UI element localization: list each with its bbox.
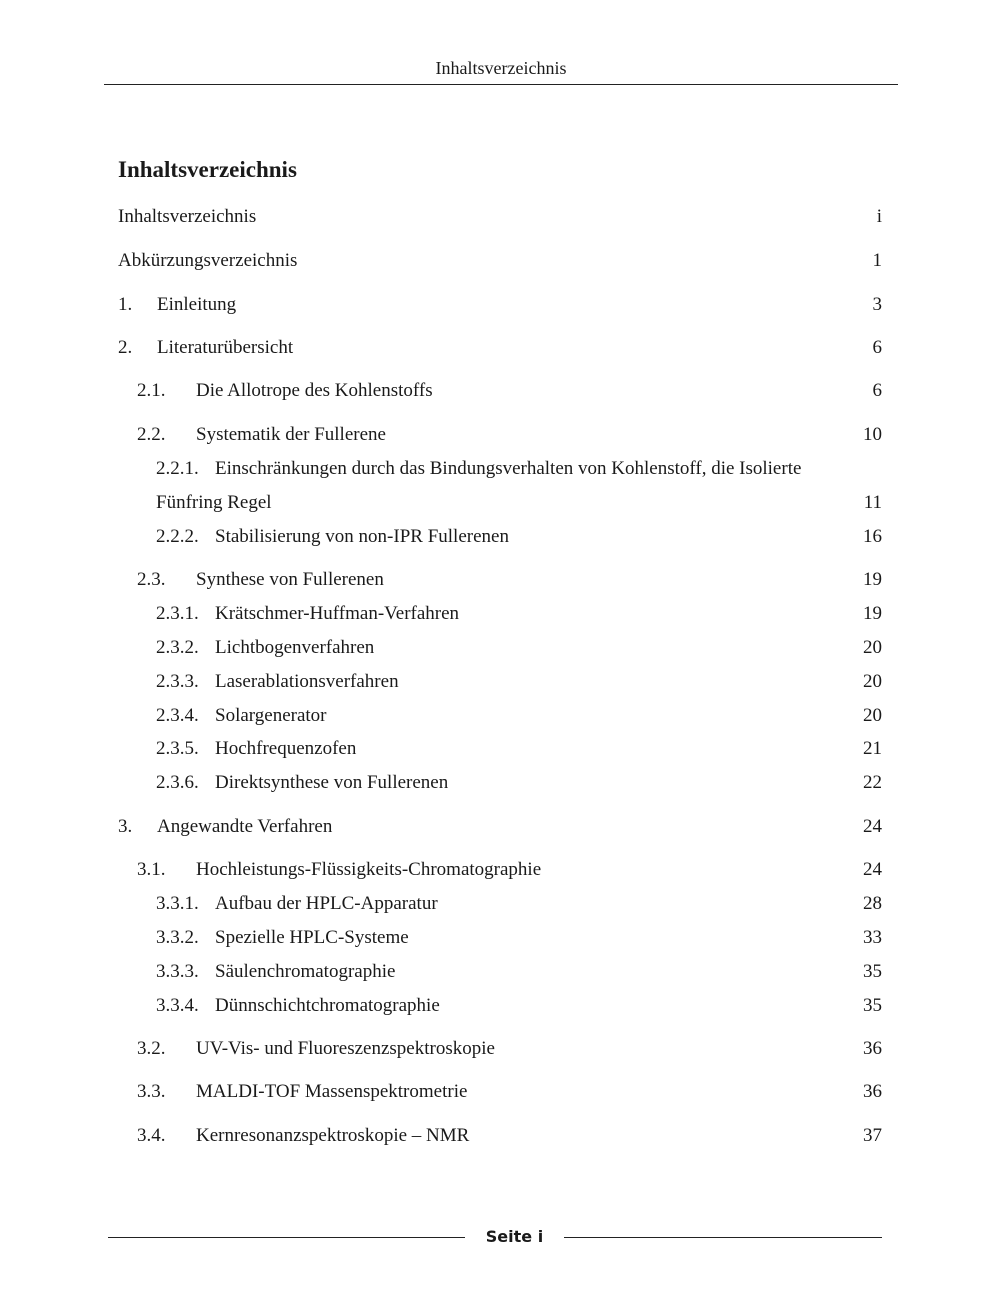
toc-entry-number: 3.3.3. (156, 961, 199, 982)
toc-entry-page: 37 (863, 1125, 882, 1146)
toc-entry-label: Die Allotrope des Kohlenstoffs (196, 380, 433, 401)
toc-entry-page: 36 (863, 1081, 882, 1102)
toc-entry-label: Solargenerator (215, 705, 327, 726)
toc-entry-2-3[interactable] (118, 567, 882, 593)
toc-entry-label: Literaturübersicht (157, 337, 294, 358)
toc-entry-page: 20 (863, 637, 882, 658)
toc-entry-2-3-6[interactable] (118, 770, 882, 796)
footer-rule-right (564, 1237, 882, 1238)
toc-entry-label: Systematik der Fullerene (196, 424, 386, 445)
toc-entry-2-1[interactable] (118, 378, 882, 404)
toc-entry-2-3-3[interactable] (118, 669, 882, 695)
toc-entry-page: 10 (863, 424, 882, 445)
running-header: Inhaltsverzeichnis (104, 57, 898, 85)
toc-entry-label: MALDI-TOF Massenspektrometrie (196, 1081, 468, 1102)
toc-entry-label: Kernresonanzspektroskopie – NMR (196, 1125, 470, 1146)
toc-entry-label: Direktsynthese von Fullerenen (215, 772, 449, 793)
toc-entry-label: UV-Vis- und Fluoreszenzspektroskopie (196, 1038, 495, 1059)
toc-entry-label: Inhaltsverzeichnis (118, 206, 257, 227)
toc-entry-2-2-2[interactable] (118, 524, 882, 550)
toc-entry-number: 2.2. (137, 424, 166, 445)
toc-entry-label: Abkürzungsverzeichnis (118, 250, 298, 271)
toc-entry-label: Einleitung (157, 294, 237, 315)
toc-entry-page: 19 (863, 603, 882, 624)
toc-entry-number: 3.3.1. (156, 893, 199, 914)
toc-entry-label: Einschränkungen durch das Bindungsverhalten von Kohlenstoff, die Isolierte (215, 458, 802, 479)
toc-entry-label: Lichtbogenverfahren (215, 637, 375, 658)
toc-entry-2[interactable] (118, 335, 882, 361)
toc-entry-label: Hochleistungs-Flüssigkeits-Chromatographie (196, 859, 542, 880)
toc-entry-number: 2.2.2. (156, 526, 199, 547)
toc-entry-page: 21 (863, 738, 882, 759)
toc-entry-label: Stabilisierung von non-IPR Fullerenen (215, 526, 509, 547)
toc-entry-number: 3.3. (137, 1081, 166, 1102)
toc-entry-label: Spezielle HPLC-Systeme (215, 927, 409, 948)
toc-entry-abkuerzungsverzeichnis[interactable] (118, 248, 882, 274)
toc-entry-3-3-1[interactable] (118, 891, 882, 917)
toc-entry-page: 16 (863, 526, 882, 547)
toc-entry-number: 3.1. (137, 859, 166, 880)
toc-entry-number: 3.2. (137, 1038, 166, 1059)
toc-entry-page: 22 (863, 772, 882, 793)
toc-entry-number: 3.3.4. (156, 995, 199, 1016)
toc-entry-label: Aufbau der HPLC-Apparatur (215, 893, 438, 914)
toc-entry-3-2[interactable] (118, 1036, 882, 1062)
toc-entry-2-2-1-continuation[interactable] (118, 490, 882, 516)
toc-entry-label: Krätschmer-Huffman-Verfahren (215, 603, 460, 624)
toc-entry-page: 24 (863, 859, 882, 880)
toc-entry-page: 6 (872, 337, 882, 358)
toc-entry-number: 3. (118, 816, 133, 837)
toc-entry-number: 2. (118, 337, 133, 358)
toc-entry-number: 2.3. (137, 569, 166, 590)
toc-entry-page: 35 (863, 961, 882, 982)
toc-entry-number: 2.3.2. (156, 637, 199, 658)
toc-entry-page: 36 (863, 1038, 882, 1059)
toc-entry-number: 2.3.1. (156, 603, 199, 624)
toc-entry-page: i (876, 206, 882, 227)
footer-rule-left (108, 1237, 465, 1238)
toc-entry-number: 1. (118, 294, 133, 315)
toc-entry-3-3-3[interactable] (118, 959, 882, 985)
toc-entry-label: Dünnschichtchromatographie (215, 995, 440, 1016)
toc-entry-page: 3 (872, 294, 882, 315)
page-number: Seite i (485, 1227, 544, 1246)
toc-entry-3-3[interactable] (118, 1079, 882, 1105)
toc-entry-page: 20 (863, 705, 882, 726)
toc-entry-number: 2.3.6. (156, 772, 199, 793)
toc-entry-label: Synthese von Fullerenen (196, 569, 384, 590)
toc-entry-number: 3.3.2. (156, 927, 199, 948)
toc-entry-number: 2.2.1. (156, 458, 199, 479)
toc-entry-page: 20 (863, 671, 882, 692)
toc-entry-3-3-2[interactable] (118, 925, 882, 951)
toc-entry-page: 35 (863, 995, 882, 1016)
toc-entry-label: Laserablationsverfahren (215, 671, 399, 692)
toc-entry-page: 11 (863, 492, 882, 513)
toc-entry-page: 6 (872, 380, 882, 401)
toc-entry-label: Angewandte Verfahren (157, 816, 333, 837)
toc-entry-number: 3.4. (137, 1125, 166, 1146)
toc-entry-number: 2.1. (137, 380, 166, 401)
toc-entry-2-3-5[interactable] (118, 736, 882, 762)
toc-entry-2-3-2[interactable] (118, 635, 882, 661)
toc-entry-page: 33 (863, 927, 882, 948)
toc-entry-1[interactable] (118, 292, 882, 318)
toc-entry-2-3-4[interactable] (118, 703, 882, 729)
toc-entry-label: Säulenchromatographie (215, 961, 396, 982)
toc-entry-number: 2.3.4. (156, 705, 199, 726)
toc-entry-2-2-1[interactable] (118, 456, 882, 482)
toc-entry-3-1[interactable] (118, 857, 882, 883)
toc-entry-number: 2.3.3. (156, 671, 199, 692)
toc-entry-page: 1 (872, 250, 882, 271)
toc-entry-page: 19 (863, 569, 882, 590)
toc-entry-3-4[interactable] (118, 1123, 882, 1149)
toc-entry-page: 24 (863, 816, 882, 837)
toc-entry-2-3-1[interactable] (118, 601, 882, 627)
toc-entry-number: 2.3.5. (156, 738, 199, 759)
toc-entry-label: Fünfring Regel (156, 492, 272, 513)
toc-entry-inhaltsverzeichnis[interactable] (118, 204, 882, 230)
toc-entry-page: 28 (863, 893, 882, 914)
toc-entry-3[interactable] (118, 814, 882, 840)
toc-heading: Inhaltsverzeichnis (118, 157, 297, 182)
toc-entry-label: Hochfrequenzofen (215, 738, 357, 759)
toc-entry-2-2[interactable] (118, 422, 882, 448)
toc-entry-3-3-4[interactable] (118, 993, 882, 1019)
